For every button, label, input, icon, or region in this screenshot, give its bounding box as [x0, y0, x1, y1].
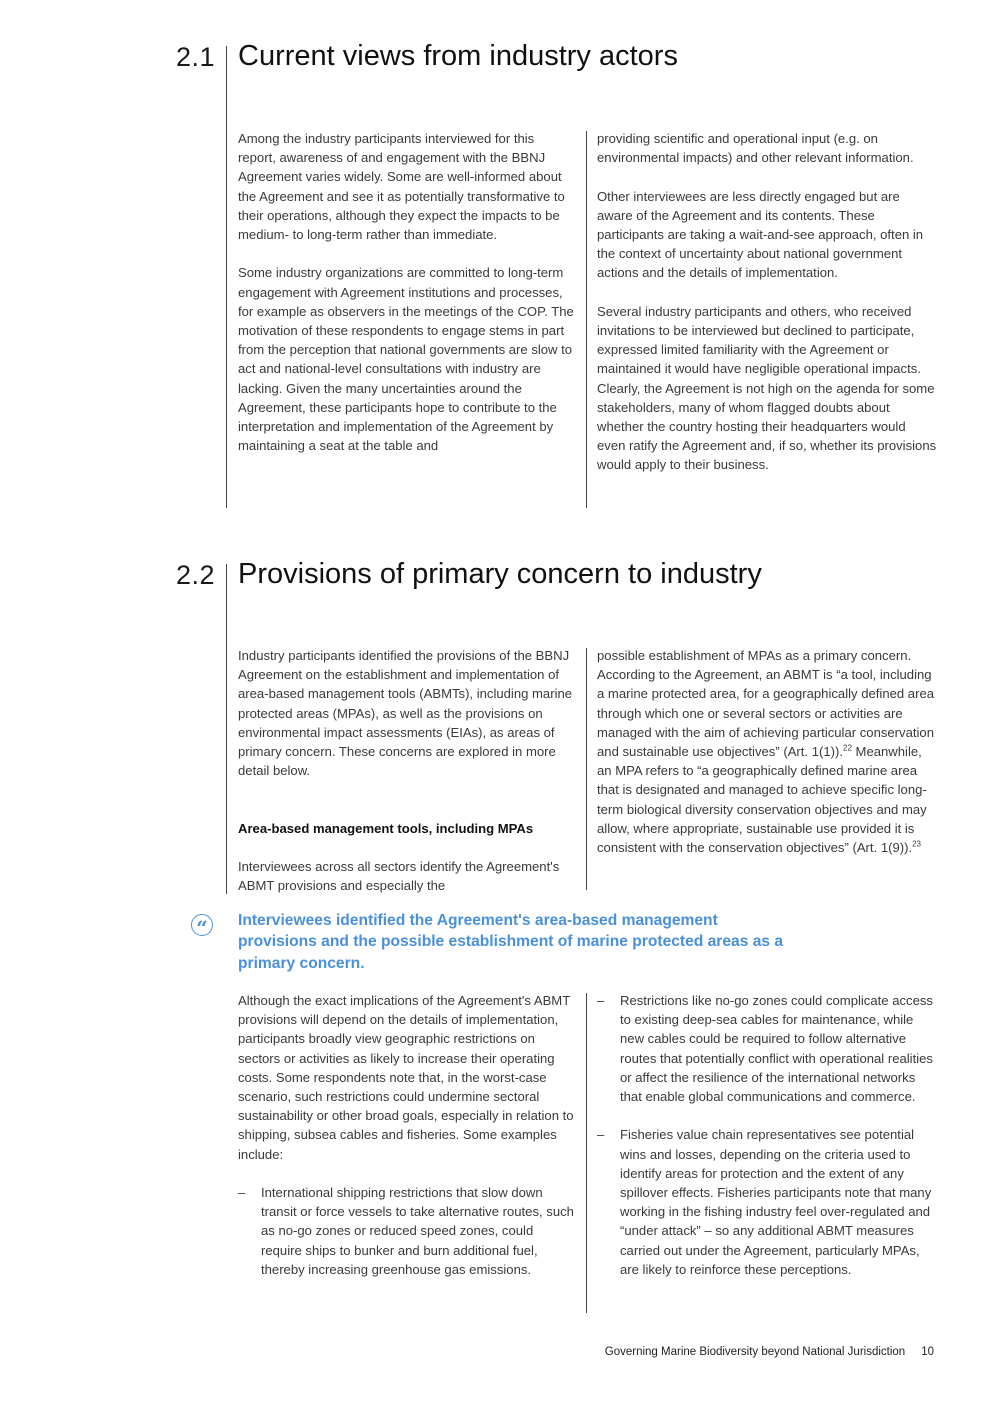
section-2-1-left-column	[238, 129, 574, 455]
bullet-dash: –	[597, 1127, 605, 1143]
section-2-1-right-column	[597, 129, 937, 475]
section-2-2-left-column	[238, 646, 578, 896]
lower-left-column	[238, 991, 574, 1279]
section-divider-line	[226, 46, 227, 508]
column-divider	[586, 648, 587, 890]
paragraph: Among the industry participants interviewed for this report, awareness of and engagement with the BBNJ Agreement varies widely. Some are well-informed about the Agreement and see it as potentially transformative to their operations, although they expect the impacts to be medium- to long-term rather than immediate.	[238, 131, 565, 243]
footnote-ref: 22	[843, 743, 852, 753]
lower-right-column	[597, 991, 937, 1279]
section-number: 2.2	[176, 560, 216, 590]
paragraph: Industry participants identified the provisions of the BBNJ Agreement on the establishment and implementation of area-based management tools (ABMTs), including marine protected areas (MPAs), as well as the provisions on environmental impact assessments (EIAs), as areas of primary concern. These concerns are explored in more detail below.	[238, 648, 573, 779]
bullet-dash: –	[238, 1185, 246, 1201]
paragraph: Although the exact implications of the Agreement's ABMT provisions will depend on the details of implementation, participants broadly view geographic restrictions on sectors or activities as likely to increase their operating costs. Some respondents note that, in the worst-case scenario, such restrictions could undermine sectoral sustainability or other broad goals, especially in relation to shipping, subsea cables and fisheries. Some examples include:	[238, 993, 574, 1162]
subheading: Area-based management tools, including MPAs	[238, 820, 534, 836]
bullet-dash: –	[597, 993, 605, 1008]
quotation-mark-icon: “	[191, 914, 213, 936]
footnote-ref: 23	[912, 839, 922, 849]
paragraph: Other interviewees are less directly engaged but are aware of the Agreement and its contents. These participants are taking a wait-and-see approach, often in the context of uncertainty about national government actions and the details of implementation.	[597, 188, 924, 281]
section-number: 2.1	[176, 42, 216, 72]
paragraph: providing scientific and operational input (e.g. on environmental impacts) and other relevant information.	[597, 131, 914, 166]
page-number: 10	[921, 1346, 934, 1358]
paragraph: Several industry participants and others, who received invitations to be interviewed but declined to participate, expressed limited familiarity with the Agreement or maintained it would have negligible operational impacts. Clearly, the Agreement is not high on the agenda for some stakeholders, many of whom flagged doubts about whether the country hosting their headquarters would even ratify the Agreement and, if so, whether its provisions would apply to their business.	[597, 303, 937, 473]
section-2-2-right-column	[597, 646, 937, 857]
footer-title: Governing Marine Biodiversity beyond National Jurisdiction	[604, 1346, 906, 1358]
page-footer	[500, 1346, 934, 1358]
paragraph: Some industry organizations are committed to long-term engagement with Agreement institutions and processes, for example as observers in the meetings of the COP. The motivation of these respondents to engage stems in part from the perception that national governments are slow to act and national-level consultations with industry are lacking. Given the many uncertainties around the Agreement, these participants hope to contribute to the interpretation and implementation of the Agreement by maintaining a seat at the table and	[238, 265, 574, 454]
list-item: – Restrictions like no-go zones could complicate access to existing deep-sea cables for maintenance, while new cables could be required to follow alternative routes that potentially conflict with operational realities or affect the resilience of the international networks that enable global communications and commerce.	[597, 993, 933, 1105]
paragraph: Interviewees across all sectors identify the Agreement's ABMT provisions and especially the	[238, 859, 560, 894]
column-divider	[586, 993, 587, 1313]
pull-quote: Interviewees identified the Agreement's area-based management provisions and the possible establishment of marine protected areas as a primary concern.	[238, 912, 784, 972]
paragraph: possible establishment of MPAs as a primary concern. According to the Agreement, an ABMT is “a tool, including a marine protected area, for a geographically defined area through which one or several sectors or activities are managed with the aim of achieving particular conservation and sustainable use objectives” (Art. 1(1)).$^{22}$ Meanwhile, an MPA refers to “a geographically defined marine area that is designated and managed to achieve specific long-term biological diversity conservation objectives and may allow, where appropriate, sustainable use provided it is consistent with the conservation objectives” (Art. 1(9)).$^{23}$	[597, 648, 935, 856]
column-divider	[586, 131, 587, 508]
section-divider-line	[226, 564, 227, 894]
list-item: – Fisheries value chain representatives see potential wins and losses, depending on the criteria used to identify areas for protection and the extent of any spillover effects. Fisheries participants note that many working in the fishing industry feel over-regulated and “under attack” – so any additional ABMT measures carried out under the Agreement, particularly MPAs, are likely to reinforce these perceptions.	[597, 1127, 932, 1277]
section-title: Current views from industry actors	[238, 40, 678, 72]
list-item: – International shipping restrictions that slow down transit or force vessels to take alternative routes, such as no-go zones or reduced speed zones, could require ships to bunker and burn additional fuel, thereby increasing greenhouse gas emissions.	[238, 1185, 574, 1277]
section-title: Provisions of primary concern to industry	[238, 558, 762, 590]
